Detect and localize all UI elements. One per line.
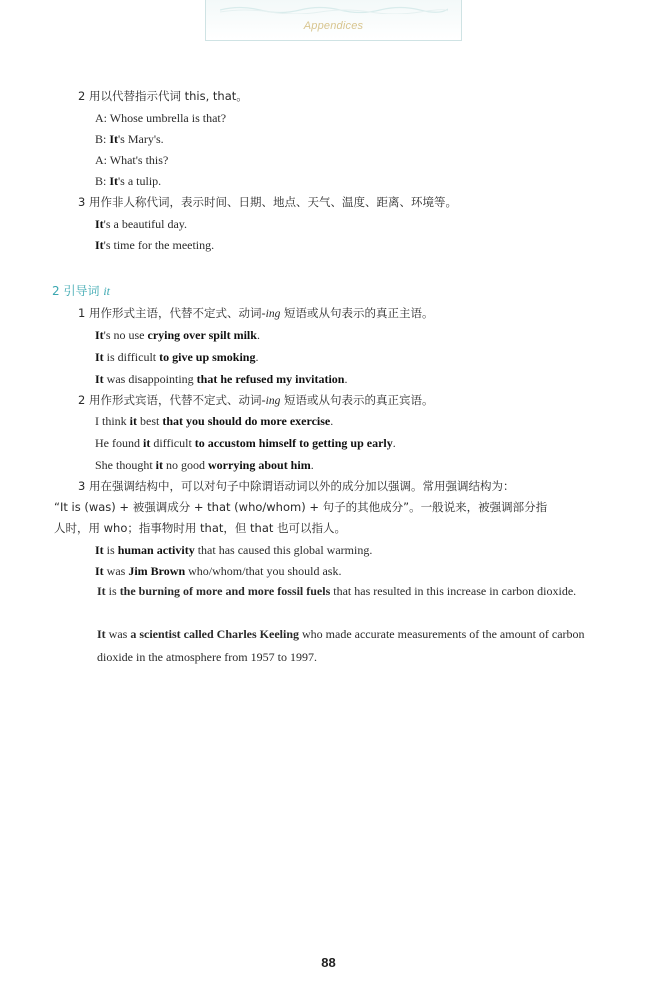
- example-text: 's a tulip.: [118, 174, 162, 188]
- example-text: A: What's this?: [95, 153, 169, 167]
- example-paragraph: It was a scientist called Charles Keeling who made accurate measurements of the amount of carbon dioxide in the atmosphere from 1957 to 1997.: [97, 627, 585, 664]
- item-3-continuation: “It is (was) + 被强调成分 + that (who/whom) + 句子的其他成分”。一般说来，被强调部分指: [54, 500, 548, 514]
- example-line: [95, 237, 214, 253]
- header-title: Appendices: [303, 20, 364, 32]
- example-line: [95, 216, 187, 232]
- item-3-heading: 3 用作非人称代词，表示时间、日期、地点、天气、温度、距离、环境等。: [78, 195, 457, 209]
- example-line: I think it best that you should do more exercise.: [95, 414, 334, 428]
- example-line: It was disappointing that he refused my invitation.: [95, 372, 348, 386]
- item-1-heading: 1 用作形式主语，代替不定式、动词-ing 短语或从句表示的真正主语。: [78, 306, 434, 320]
- example-line: It's no use crying over spilt milk.: [95, 328, 260, 342]
- example-text: 's time for the meeting.: [103, 238, 215, 252]
- example-line: She thought it no good worrying about him.: [95, 458, 314, 472]
- example-text: A: Whose umbrella is that?: [95, 111, 227, 125]
- example-line: He found it difficult to accustom himself to getting up early.: [95, 436, 396, 450]
- bold-it: It: [95, 238, 104, 252]
- running-header: [205, 0, 462, 41]
- example-line: It is human activity that has caused this global warming.: [95, 543, 373, 557]
- section-title-word: it: [103, 284, 110, 298]
- bold-it: It: [95, 217, 104, 231]
- example-line: B: It's a tulip.: [95, 174, 162, 188]
- example-text: 's a beautiful day.: [103, 217, 188, 231]
- section-title: 引导词: [63, 284, 100, 298]
- example-line: [95, 152, 168, 168]
- item-3-continuation: 人时，用 who；指事物时用 that，但 that 也可以指人。: [54, 521, 347, 535]
- example-line: It is difficult to give up smoking.: [95, 350, 259, 364]
- section-heading: [52, 282, 110, 299]
- bold-it: It: [109, 132, 119, 146]
- item-2-heading: 2 用作形式宾语，代替不定式、动词-ing 短语或从句表示的真正宾语。: [78, 393, 434, 407]
- item-3-heading: 3 用在强调结构中，可以对句子中除谓语动词以外的成分加以强调。常用强调结构为：: [78, 479, 515, 493]
- page-number: 88: [321, 955, 336, 970]
- bold-it: It: [109, 174, 119, 188]
- example-paragraph: It is the burning of more and more fossil fuels that has resulted in this increase in carbon dioxide.: [97, 584, 577, 598]
- example-line: [95, 110, 226, 126]
- section-number: 2: [52, 284, 60, 298]
- example-line: B: It's Mary's.: [95, 132, 164, 146]
- example-text: 's Mary's.: [118, 132, 164, 146]
- item-2-heading: 2 用以代替指示代词 this, that。: [78, 89, 248, 103]
- example-line: It was Jim Brown who/whom/that you should ask.: [95, 564, 342, 578]
- decorative-wave-icon: [220, 4, 448, 14]
